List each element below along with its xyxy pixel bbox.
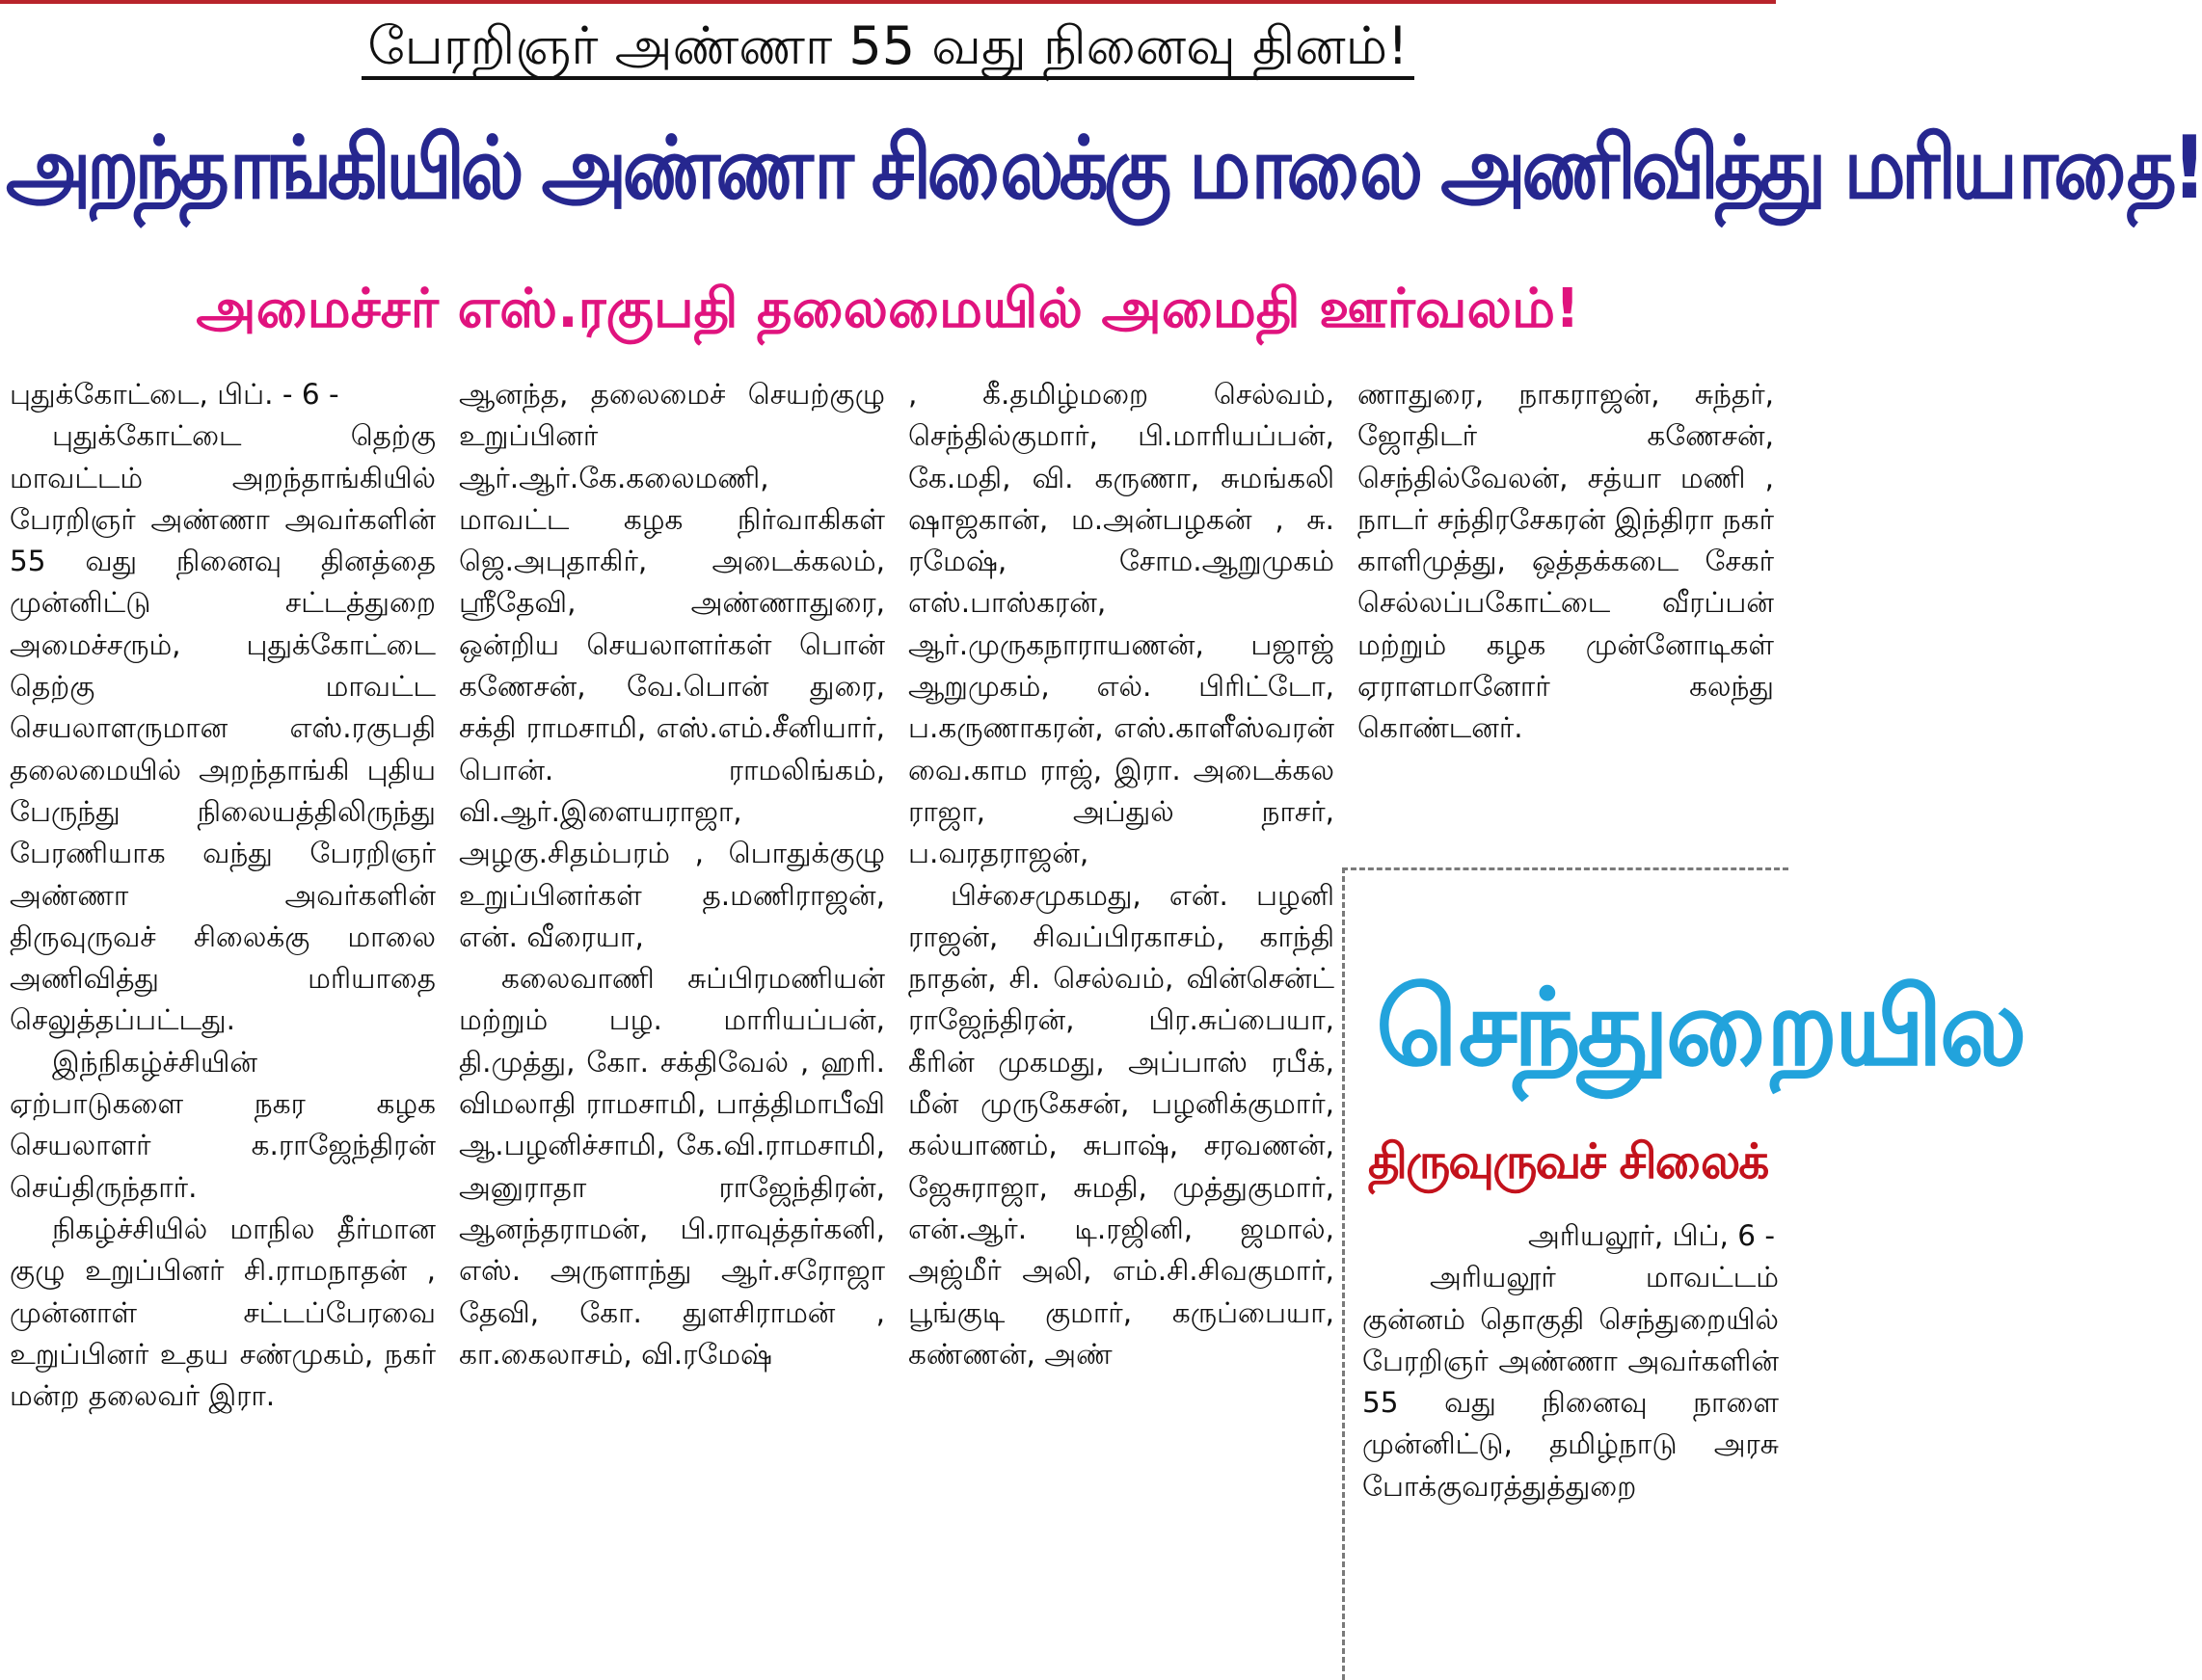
sidebar-body: [1362, 1215, 1779, 1507]
sidebar-dateline: அரியலூர், பிப், 6 -: [1528, 1219, 1775, 1252]
article-paragraph: இந்நிகழ்ச்சியின் ஏற்பாடுகளை நகர கழக செயலாளர் க.ராஜேந்திரன் செய்திருந்தார்.: [10, 1045, 436, 1204]
article-paragraph: புதுக்கோட்டை தெற்கு மாவட்டம் அறந்தாங்கியில் பேரறிஞர் அண்ணா அவர்களின் 55 வது நினைவு தினத்தை முன்னிட்டு சட்டத்துறை அமைச்சரும், புதுக்கோட்டை தெற்கு மாவட்ட செயலாளருமான எஸ்.ரகுபதி தலைமையில் அறந்தாங்கி புதிய பேருந்து நிலையத்திலிருந்து பேரணியாக வந்து பேரறிஞர் அண்ணா அவர்களின் திருவுருவச் சிலைக்கு மாலை அணிவித்து மரியாதை செலுத்தப்பட்டது.: [10, 419, 436, 1037]
article-paragraph: ஆனந்த, தலைமைச் செயற்குழு உறுப்பினர் ஆர்.ஆர்.கே.கலைமணி, மாவட்ட கழக நிர்வாகிகள் ஜெ.அபுதாகிர், அடைக்கலம், ஸ்ரீதேவி, அண்ணாதுரை, ஒன்றிய செயலாளர்கள் பொன் கணேசன், வே.பொன் துரை, சக்தி ராமசாமி, எஸ்.எம்.சீனியார், பொன். ராமலிங்கம், வி.ஆர்.இளையராஜா, அழகு.சிதம்பரம் , பொதுக்குழு உறுப்பினர்கள் த.மணிராஜன், என். வீரையா,: [459, 378, 885, 953]
kicker-text: பேரறிஞர் அண்ணா 55 வது நினைவு தினம்!: [362, 15, 1413, 80]
main-headline: அறந்தாங்கியில் அண்ணா சிலைக்கு மாலை அணிவித்து மரியாதை!: [6, 118, 2202, 219]
sidebar-headline: செந்துறையில: [1376, 966, 2024, 1089]
sidebar-subheadline: திருவுருவச் சிலைக்: [1368, 1133, 1768, 1189]
top-rule: [0, 0, 1776, 4]
sidebar-article-box: [1342, 867, 2024, 1680]
article-paragraph: , கீ.தமிழ்மறை செல்வம், செந்தில்குமார், பி.மாரியப்பன், கே.மதி, வி. கருணா, சுமங்கலி ஷாஜகான், ம.அன்பழகன் , சு. ரமேஷ், சோம.ஆறுமுகம் எஸ்.பாஸ்கரன், ஆர்.முருகநாராயணன், பஜாஜ் ஆறுமுகம், எல். பிரிட்டோ, ப.கருணாகரன், எஸ்.காளீஸ்வரன் வை.காம ராஜ், இரா. அடைக்கல ராஜா, அப்துல் நாசர், ப.வரதராஜன்,: [908, 378, 1334, 870]
article-paragraph: கலைவாணி சுப்பிரமணியன் மற்றும் பழ. மாரியப்பன், தி.முத்து, கோ. சக்திவேல் , ஹரி. விமலாதி ராமசாமி, பாத்திமாபீவி ஆ.பழனிச்சாமி, கே.வி.ராமசாமி, அனுராதா ராஜேந்திரன், ஆனந்தராமன், பி.ராவுத்தர்கனி, எஸ். அருளாந்து ஆர்.சரோஜா தேவி, கோ. துளசிராமன் , கா.கைலாசம், வி.ரமேஷ்: [459, 962, 885, 1371]
kicker-headline: [0, 13, 1776, 79]
article-dateline: புதுக்கோட்டை, பிப். - 6 -: [10, 378, 339, 411]
article-paragraph: ணாதுரை, நாகராஜன், சுந்தர், ஜோதிடர் கணேசன், செந்தில்வேலன், சத்யா மணி , நாடர் சந்திரசேகரன் இந்திரா நகர் காளிமுத்து, ஒத்தக்கடை சேகர் செல்லப்பகோட்டை வீரப்பன் மற்றும் கழக முன்னோடிகள் ஏராளமானோர் கலந்து கொண்டனர்.: [1357, 378, 1774, 745]
article-column-1: [10, 374, 436, 1666]
sub-headline: அமைச்சர் எஸ்.ரகுபதி தலைமையில் அமைதி ஊர்வலம்!: [196, 278, 1580, 340]
article-column-3: [908, 374, 1334, 1666]
article-paragraph: நிகழ்ச்சியில் மாநில தீர்மான குழு உறுப்பினர் சி.ராமநாதன் , முன்னாள் சட்டப்பேரவை உறுப்பினர் உதய சண்முகம், நகர் மன்ற தலைவர் இரா.: [10, 1212, 436, 1413]
article-paragraph: பிச்சைமுகமது, என். பழனி ராஜன், சிவப்பிரகாசம், காந்தி நாதன், சி. செல்வம், வின்சென்ட் ராஜேந்திரன், பிர.சுப்பையா, கீரின் முகமது, அப்பாஸ் ரபீக், மீன் முருகேசன், பழனிக்குமார், கல்யாணம், சுபாஷ், சரவணன், ஜேசுராஜா, சுமதி, முத்துகுமார், என்.ஆர். டி.ரஜினி, ஜமால், அஜ்மீர் அலி, எம்.சி.சிவகுமார், பூங்குடி குமார், கருப்பையா, கண்ணன், அண்: [908, 878, 1334, 1371]
article-column-2: [459, 374, 885, 1666]
article-column-4: [1357, 374, 1774, 856]
sidebar-paragraph: அரியலூர் மாவட்டம் குன்னம் தொகுதி செந்துறையில் பேரறிஞர் அண்ணா அவர்களின் 55 வது நினைவு நாளை முன்னிட்டு, தமிழ்நாடு அரசு போக்குவரத்துத்துறை: [1362, 1261, 1779, 1503]
